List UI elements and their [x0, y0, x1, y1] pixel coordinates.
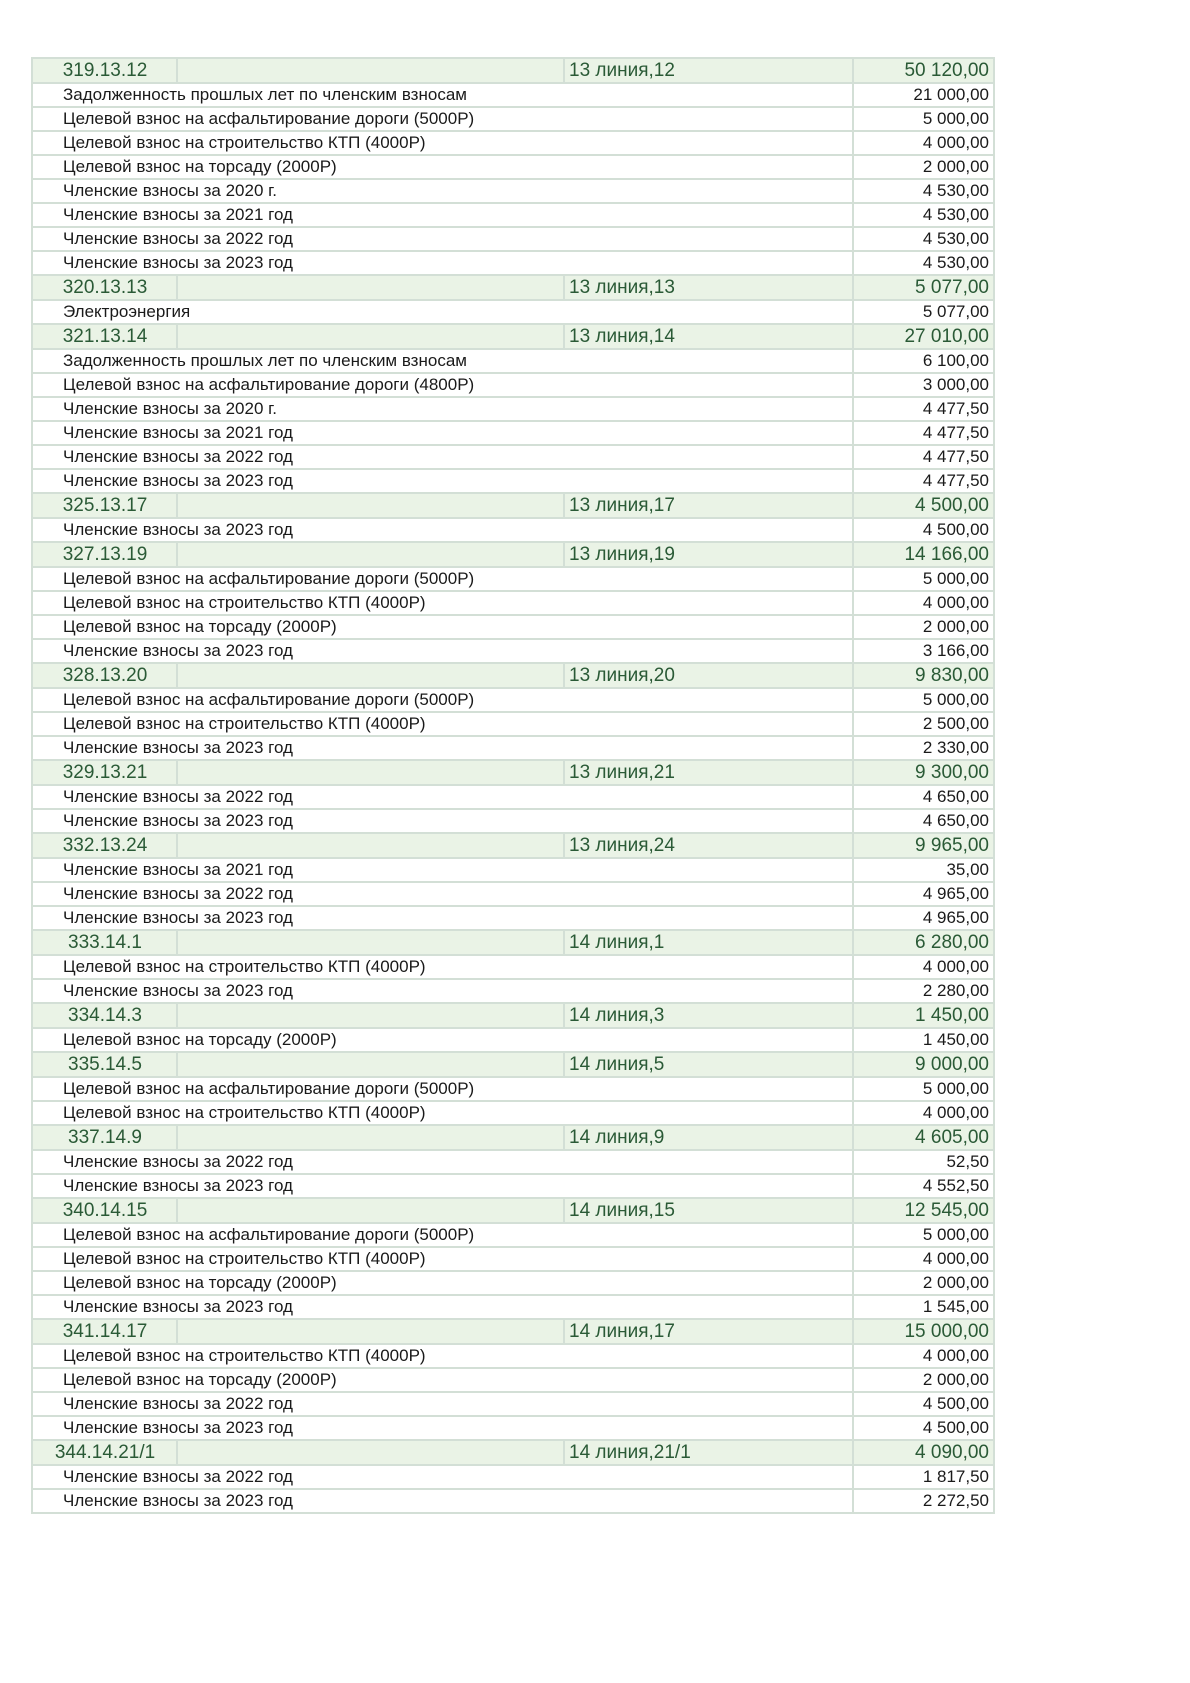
blank-cell [177, 663, 564, 688]
charge-row [32, 421, 994, 445]
charge-description: Членские взносы за 2022 год [32, 882, 853, 906]
charge-row [32, 1174, 994, 1198]
plot-address: 13 линия,17 [564, 493, 853, 518]
charge-amount: 4 000,00 [853, 1344, 994, 1368]
plot-address: 14 линия,17 [564, 1319, 853, 1344]
charge-amount: 2 330,00 [853, 736, 994, 760]
charge-amount: 5 077,00 [853, 300, 994, 324]
charge-description: Членские взносы за 2023 год [32, 809, 853, 833]
plot-code: 319.13.12 [62, 59, 148, 81]
plot-code-cell [32, 833, 177, 858]
charge-amount: 5 000,00 [853, 688, 994, 712]
charge-description: Членские взносы за 2021 год [32, 858, 853, 882]
plot-total: 12 545,00 [853, 1198, 994, 1223]
plot-header-row [32, 1125, 994, 1150]
charge-row [32, 469, 994, 493]
debt-table [31, 57, 995, 1514]
charge-description: Членские взносы за 2023 год [32, 1489, 853, 1513]
charge-amount: 2 272,50 [853, 1489, 994, 1513]
charge-description: Целевой взнос на асфальтирование дороги (5000Р) [32, 688, 853, 712]
charge-amount: 52,50 [853, 1150, 994, 1174]
plot-header-row [32, 930, 994, 955]
plot-address: 13 линия,21 [564, 760, 853, 785]
plot-total: 9 300,00 [853, 760, 994, 785]
charge-row [32, 1028, 994, 1052]
charge-row [32, 107, 994, 131]
plot-address: 14 линия,5 [564, 1052, 853, 1077]
charge-amount: 4 000,00 [853, 1247, 994, 1271]
charge-amount: 4 530,00 [853, 251, 994, 275]
plot-address: 13 линия,12 [564, 58, 853, 83]
charge-amount: 4 500,00 [853, 518, 994, 542]
blank-cell [177, 1125, 564, 1150]
charge-amount: 21 000,00 [853, 83, 994, 107]
charge-amount: 2 500,00 [853, 712, 994, 736]
plot-address: 14 линия,3 [564, 1003, 853, 1028]
plot-total: 15 000,00 [853, 1319, 994, 1344]
charge-row [32, 1489, 994, 1513]
charge-description: Целевой взнос на асфальтирование дороги (5000Р) [32, 107, 853, 131]
plot-header-row [32, 1319, 994, 1344]
charge-row [32, 227, 994, 251]
charge-row [32, 349, 994, 373]
charge-amount: 4 530,00 [853, 227, 994, 251]
plot-header-row [32, 1440, 994, 1465]
charge-row [32, 688, 994, 712]
plot-header-row [32, 760, 994, 785]
charge-row [32, 1247, 994, 1271]
charge-row [32, 203, 994, 227]
charge-amount: 4 965,00 [853, 882, 994, 906]
charge-amount: 2 000,00 [853, 615, 994, 639]
charge-amount: 4 000,00 [853, 591, 994, 615]
plot-code: 337.14.9 [68, 1126, 142, 1148]
charge-row [32, 373, 994, 397]
charge-row [32, 1077, 994, 1101]
charge-description: Членские взносы за 2022 год [32, 1465, 853, 1489]
blank-cell [177, 58, 564, 83]
plot-code: 332.13.24 [62, 834, 148, 856]
plot-total: 4 500,00 [853, 493, 994, 518]
plot-code-cell [32, 1125, 177, 1150]
blank-cell [177, 324, 564, 349]
charge-row [32, 1223, 994, 1247]
plot-code: 327.13.19 [62, 543, 148, 565]
charge-description: Членские взносы за 2023 год [32, 1295, 853, 1319]
charge-amount: 2 000,00 [853, 1271, 994, 1295]
charge-row [32, 567, 994, 591]
charge-description: Членские взносы за 2020 г. [32, 179, 853, 203]
plot-address: 13 линия,14 [564, 324, 853, 349]
charge-amount: 1 450,00 [853, 1028, 994, 1052]
plot-code-cell [32, 1052, 177, 1077]
charge-description: Членские взносы за 2022 год [32, 1150, 853, 1174]
plot-code: 329.13.21 [62, 761, 148, 783]
blank-cell [177, 1440, 564, 1465]
charge-description: Целевой взнос на асфальтирование дороги (5000Р) [32, 1077, 853, 1101]
plot-address: 14 линия,21/1 [564, 1440, 853, 1465]
plot-code: 344.14.21/1 [54, 1441, 156, 1463]
charge-amount: 1 545,00 [853, 1295, 994, 1319]
charge-amount: 4 500,00 [853, 1416, 994, 1440]
plot-code-cell [32, 58, 177, 83]
blank-cell [177, 760, 564, 785]
plot-code: 325.13.17 [62, 494, 148, 516]
charge-description: Членские взносы за 2023 год [32, 979, 853, 1003]
charge-description: Членские взносы за 2021 год [32, 421, 853, 445]
charge-row [32, 1416, 994, 1440]
charge-amount: 3 166,00 [853, 639, 994, 663]
charge-amount: 4 650,00 [853, 809, 994, 833]
charge-row [32, 1465, 994, 1489]
charge-amount: 5 000,00 [853, 1223, 994, 1247]
charge-row [32, 882, 994, 906]
plot-total: 14 166,00 [853, 542, 994, 567]
charge-row [32, 639, 994, 663]
plot-code-cell [32, 663, 177, 688]
plot-code-cell [32, 1440, 177, 1465]
plot-header-row [32, 493, 994, 518]
plot-code-cell [32, 1003, 177, 1028]
charge-description: Членские взносы за 2023 год [32, 469, 853, 493]
charge-amount: 4 965,00 [853, 906, 994, 930]
plot-code-cell [32, 930, 177, 955]
charge-row [32, 1101, 994, 1125]
charge-description: Членские взносы за 2022 год [32, 1392, 853, 1416]
plot-header-row [32, 542, 994, 567]
charge-amount: 4 477,50 [853, 469, 994, 493]
plot-code-cell [32, 324, 177, 349]
plot-code: 340.14.15 [62, 1199, 148, 1221]
plot-code: 334.14.3 [68, 1004, 142, 1026]
charge-description: Целевой взнос на строительство КТП (4000Р) [32, 131, 853, 155]
charge-row [32, 1368, 994, 1392]
charge-description: Целевой взнос на асфальтирование дороги (5000Р) [32, 567, 853, 591]
charge-row [32, 131, 994, 155]
blank-cell [177, 1052, 564, 1077]
plot-code: 335.14.5 [68, 1053, 142, 1075]
charge-description: Членские взносы за 2020 г. [32, 397, 853, 421]
charge-description: Целевой взнос на торсаду (2000Р) [32, 155, 853, 179]
charge-description: Членские взносы за 2023 год [32, 518, 853, 542]
charge-row [32, 591, 994, 615]
charge-amount: 5 000,00 [853, 567, 994, 591]
blank-cell [177, 1003, 564, 1028]
charge-description: Целевой взнос на строительство КТП (4000Р) [32, 1344, 853, 1368]
charge-row [32, 858, 994, 882]
charge-row [32, 1392, 994, 1416]
charge-row [32, 615, 994, 639]
charge-row [32, 155, 994, 179]
plot-total: 27 010,00 [853, 324, 994, 349]
charge-amount: 4 530,00 [853, 179, 994, 203]
charge-description: Членские взносы за 2023 год [32, 251, 853, 275]
charge-row [32, 300, 994, 324]
blank-cell [177, 833, 564, 858]
plot-code-cell [32, 275, 177, 300]
plot-total: 5 077,00 [853, 275, 994, 300]
charge-description: Целевой взнос на асфальтирование дороги (5000Р) [32, 1223, 853, 1247]
charge-row [32, 955, 994, 979]
plot-total: 50 120,00 [853, 58, 994, 83]
charge-description: Задолженность прошлых лет по членским взносам [32, 83, 853, 107]
plot-address: 14 линия,15 [564, 1198, 853, 1223]
charge-amount: 4 477,50 [853, 397, 994, 421]
charge-description: Членские взносы за 2023 год [32, 736, 853, 760]
plot-code: 320.13.13 [62, 276, 148, 298]
charge-amount: 2 280,00 [853, 979, 994, 1003]
charge-description: Целевой взнос на строительство КТП (4000Р) [32, 1101, 853, 1125]
plot-code: 321.13.14 [62, 325, 148, 347]
plot-code: 328.13.20 [62, 664, 148, 686]
charge-amount: 4 000,00 [853, 131, 994, 155]
charge-amount: 5 000,00 [853, 107, 994, 131]
charge-row [32, 712, 994, 736]
charge-description: Целевой взнос на строительство КТП (4000Р) [32, 955, 853, 979]
charge-amount: 4 477,50 [853, 445, 994, 469]
charge-description: Членские взносы за 2022 год [32, 785, 853, 809]
charge-row [32, 809, 994, 833]
charge-description: Целевой взнос на асфальтирование дороги (4800Р) [32, 373, 853, 397]
plot-code-cell [32, 760, 177, 785]
charge-description: Целевой взнос на строительство КТП (4000Р) [32, 1247, 853, 1271]
charge-amount: 4 000,00 [853, 1101, 994, 1125]
plot-total: 9 000,00 [853, 1052, 994, 1077]
charge-description: Целевой взнос на торсаду (2000Р) [32, 1028, 853, 1052]
charge-amount: 35,00 [853, 858, 994, 882]
charge-amount: 6 100,00 [853, 349, 994, 373]
plot-address: 14 линия,1 [564, 930, 853, 955]
plot-total: 6 280,00 [853, 930, 994, 955]
charge-row [32, 179, 994, 203]
charge-amount: 4 530,00 [853, 203, 994, 227]
charge-amount: 1 817,50 [853, 1465, 994, 1489]
charge-description: Целевой взнос на торсаду (2000Р) [32, 1271, 853, 1295]
charge-description: Членские взносы за 2023 год [32, 639, 853, 663]
charge-description: Членские взносы за 2023 год [32, 906, 853, 930]
plot-code-cell [32, 493, 177, 518]
plot-address: 13 линия,13 [564, 275, 853, 300]
charge-description: Целевой взнос на строительство КТП (4000Р) [32, 591, 853, 615]
charge-description: Членские взносы за 2023 год [32, 1174, 853, 1198]
plot-total: 4 090,00 [853, 1440, 994, 1465]
charge-row [32, 251, 994, 275]
plot-total: 9 830,00 [853, 663, 994, 688]
charge-amount: 4 477,50 [853, 421, 994, 445]
charge-amount: 4 000,00 [853, 955, 994, 979]
charge-description: Членские взносы за 2022 год [32, 227, 853, 251]
plot-address: 14 линия,9 [564, 1125, 853, 1150]
charge-description: Задолженность прошлых лет по членским взносам [32, 349, 853, 373]
charge-description: Членские взносы за 2022 год [32, 445, 853, 469]
plot-address: 13 линия,24 [564, 833, 853, 858]
plot-total: 4 605,00 [853, 1125, 994, 1150]
plot-header-row [32, 833, 994, 858]
plot-address: 13 линия,19 [564, 542, 853, 567]
plot-code: 341.14.17 [62, 1320, 148, 1342]
plot-header-row [32, 663, 994, 688]
charge-description: Членские взносы за 2023 год [32, 1416, 853, 1440]
charge-amount: 2 000,00 [853, 155, 994, 179]
plot-code-cell [32, 542, 177, 567]
charge-row [32, 979, 994, 1003]
charge-amount: 4 500,00 [853, 1392, 994, 1416]
charge-row [32, 1295, 994, 1319]
charge-description: Целевой взнос на торсаду (2000Р) [32, 615, 853, 639]
charge-row [32, 1344, 994, 1368]
charge-amount: 2 000,00 [853, 1368, 994, 1392]
plot-header-row [32, 1198, 994, 1223]
charge-description: Членские взносы за 2021 год [32, 203, 853, 227]
charge-amount: 3 000,00 [853, 373, 994, 397]
plot-header-row [32, 1003, 994, 1028]
charge-row [32, 1271, 994, 1295]
charge-amount: 4 650,00 [853, 785, 994, 809]
blank-cell [177, 1198, 564, 1223]
charge-row [32, 445, 994, 469]
blank-cell [177, 493, 564, 518]
plot-total: 1 450,00 [853, 1003, 994, 1028]
charge-row [32, 785, 994, 809]
charge-description: Целевой взнос на строительство КТП (4000Р) [32, 712, 853, 736]
charge-row [32, 1150, 994, 1174]
plot-header-row [32, 58, 994, 83]
blank-cell [177, 930, 564, 955]
charge-description: Электроэнергия [32, 300, 853, 324]
charge-amount: 5 000,00 [853, 1077, 994, 1101]
charge-amount: 4 552,50 [853, 1174, 994, 1198]
plot-header-row [32, 324, 994, 349]
charge-row [32, 397, 994, 421]
plot-header-row [32, 275, 994, 300]
charge-description: Целевой взнос на торсаду (2000Р) [32, 1368, 853, 1392]
plot-total: 9 965,00 [853, 833, 994, 858]
blank-cell [177, 275, 564, 300]
debt-table-body [32, 58, 994, 1513]
plot-address: 13 линия,20 [564, 663, 853, 688]
plot-code-cell [32, 1319, 177, 1344]
blank-cell [177, 542, 564, 567]
charge-row [32, 518, 994, 542]
charge-row [32, 83, 994, 107]
plot-header-row [32, 1052, 994, 1077]
plot-code: 333.14.1 [68, 931, 142, 953]
charge-row [32, 906, 994, 930]
charge-row [32, 736, 994, 760]
blank-cell [177, 1319, 564, 1344]
plot-code-cell [32, 1198, 177, 1223]
